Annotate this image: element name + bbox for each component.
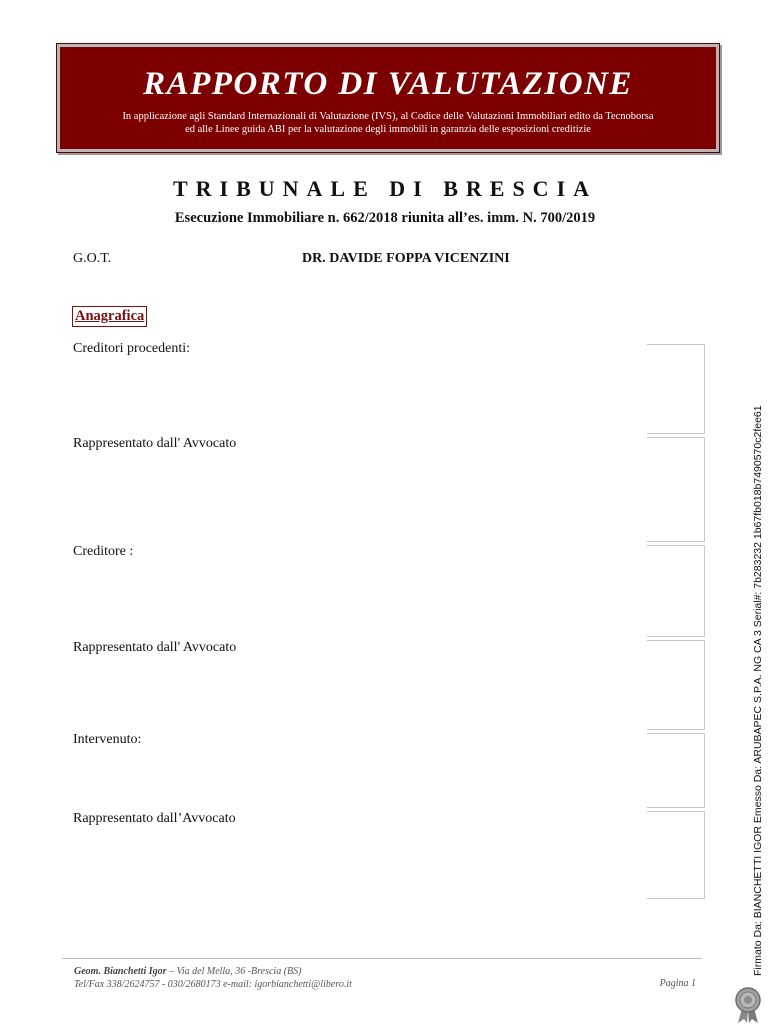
- field-avvocato-2: Rappresentato dall' Avvocato: [73, 640, 237, 655]
- value-box-avvocato-3: [647, 811, 705, 899]
- footer-author: Geom. Bianchetti Igor: [74, 966, 167, 977]
- seal-icon: [733, 986, 763, 1024]
- value-box-avvocato-2: [647, 640, 705, 730]
- footer: [74, 965, 704, 991]
- value-box-avvocato-1: [647, 437, 705, 542]
- footer-divider: [62, 958, 702, 959]
- court-heading: TRIBUNALE DI BRESCIA: [172, 176, 598, 201]
- report-title: RAPPORTO DI VALUTAZIONE: [143, 66, 633, 102]
- got-label: G.O.T.: [73, 251, 112, 266]
- title-banner: [56, 43, 720, 153]
- subtitle-line-2: ed alle Linee guida ABI per la valutazione degli immobili in garanzia delle esposizioni creditizie: [185, 124, 591, 135]
- subtitle-line-1: In applicazione agli Standard Internazionali di Valutazione (IVS), al Codice delle Valutazioni Immobiliari edito da Tecnoborsa: [122, 111, 654, 122]
- got-name: DR. DAVIDE FOPPA VICENZINI: [302, 251, 510, 266]
- value-box-intervenuto: [647, 733, 705, 808]
- field-avvocato-1: Rappresentato dall' Avvocato: [73, 436, 237, 451]
- field-intervenuto: Intervenuto:: [73, 732, 142, 747]
- section-anagrafica: Anagrafica: [72, 306, 147, 327]
- digital-signature-note: Firmato Da: BIANCHETTI IGOR Emesso Da: ARUBAPEC S.P.A. NG CA 3 Serial#: 7b283232 1b67fb018b7490570c2fee61: [752, 405, 764, 976]
- footer-contacts: Tel/Fax 338/2624757 - 030/2680173 e-mail: igorbianchetti@libero.it: [74, 979, 352, 990]
- page-number: Pagina 1: [659, 978, 696, 989]
- footer-address: – Via del Mella, 36 -Brescia (BS): [169, 966, 302, 977]
- value-box-creditore: [647, 545, 705, 637]
- value-box-creditori: [647, 344, 705, 434]
- procedure-number: Esecuzione Immobiliare n. 662/2018 riunita all’es. imm. N. 700/2019: [174, 210, 596, 226]
- report-subtitle: [57, 110, 719, 136]
- field-creditore: Creditore :: [73, 544, 134, 559]
- field-creditori-procedenti: Creditori procedenti:: [73, 341, 191, 356]
- field-avvocato-3: Rappresentato dall’Avvocato: [73, 811, 236, 826]
